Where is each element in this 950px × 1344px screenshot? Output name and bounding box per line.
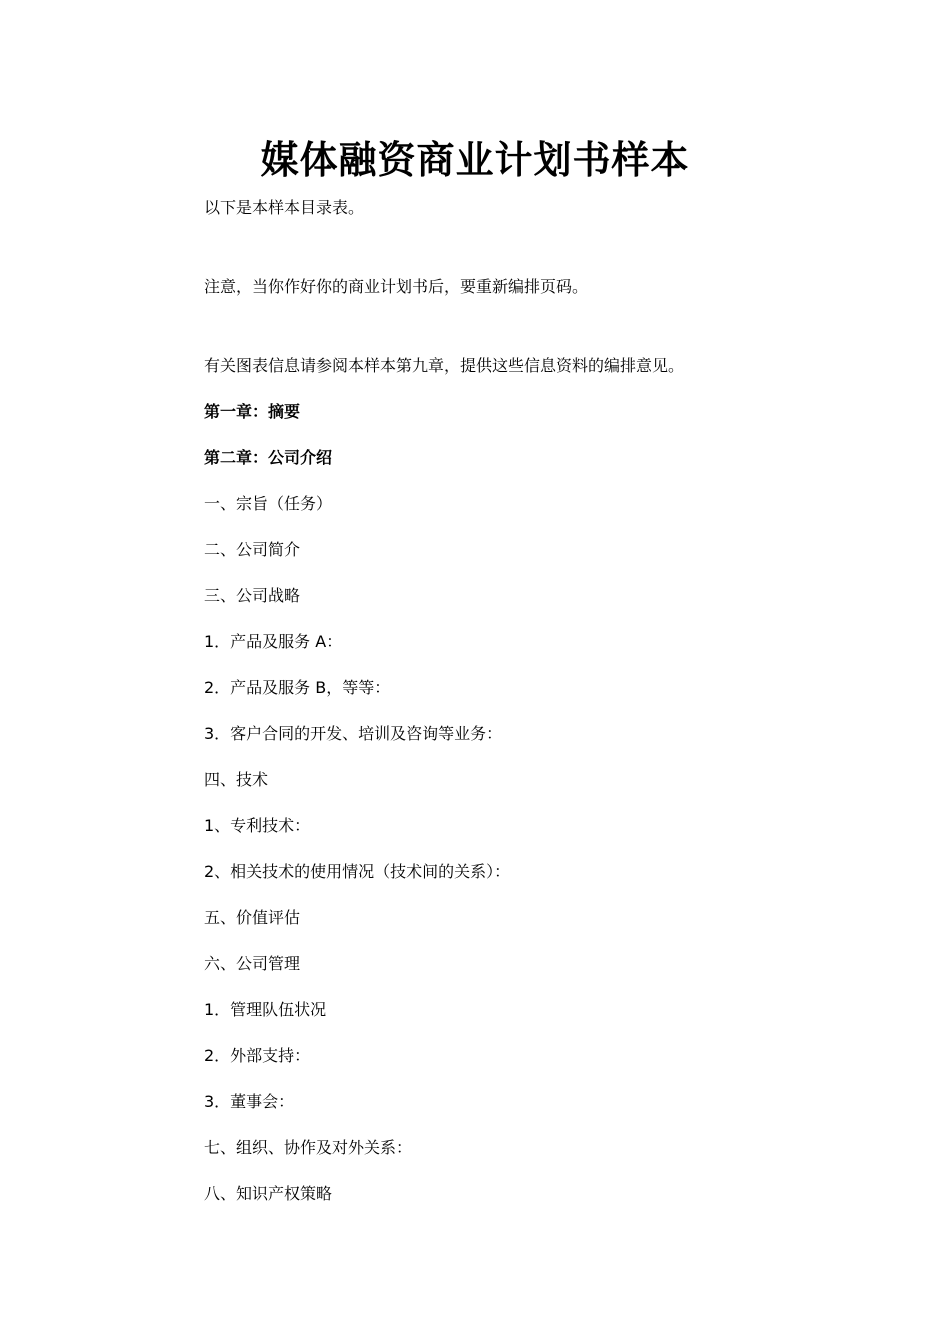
toc-item: 2．外部支持： — [204, 1046, 311, 1065]
toc-item: 三、公司战略 — [204, 586, 301, 605]
intro-paragraph-3: 有关图表信息请参阅本样本第九章，提供这些信息资料的编排意见。 — [204, 356, 685, 375]
toc-item: 3．客户合同的开发、培训及咨询等业务： — [204, 724, 503, 743]
toc-item: 一、宗旨（任务） — [204, 494, 333, 513]
toc-item: 五、价值评估 — [204, 908, 301, 927]
toc-item: 六、公司管理 — [204, 954, 301, 973]
toc-item: 2．产品及服务 B，等等： — [204, 678, 391, 697]
toc-item: 2、相关技术的使用情况（技术间的关系）： — [204, 862, 511, 881]
toc-item: 四、技术 — [204, 770, 269, 789]
toc-chapter-1: 第一章：摘要 — [204, 402, 301, 421]
toc-item: 1．管理队伍状况 — [204, 1000, 327, 1019]
toc-item: 1、专利技术： — [204, 816, 311, 835]
toc-item: 3．董事会： — [204, 1092, 295, 1111]
intro-paragraph-1: 以下是本样本目录表。 — [204, 198, 365, 217]
toc-item: 七、组织、协作及对外关系： — [204, 1138, 413, 1157]
document-title: 媒体融资商业计划书样本 — [260, 137, 690, 182]
intro-paragraph-2: 注意，当你作好你的商业计划书后，要重新编排页码。 — [204, 277, 589, 296]
toc-item: 二、公司简介 — [204, 540, 301, 559]
toc-chapter-2: 第二章：公司介绍 — [204, 448, 333, 467]
toc-item: 1．产品及服务 A： — [204, 632, 343, 651]
toc-item: 八、知识产权策略 — [204, 1184, 333, 1203]
